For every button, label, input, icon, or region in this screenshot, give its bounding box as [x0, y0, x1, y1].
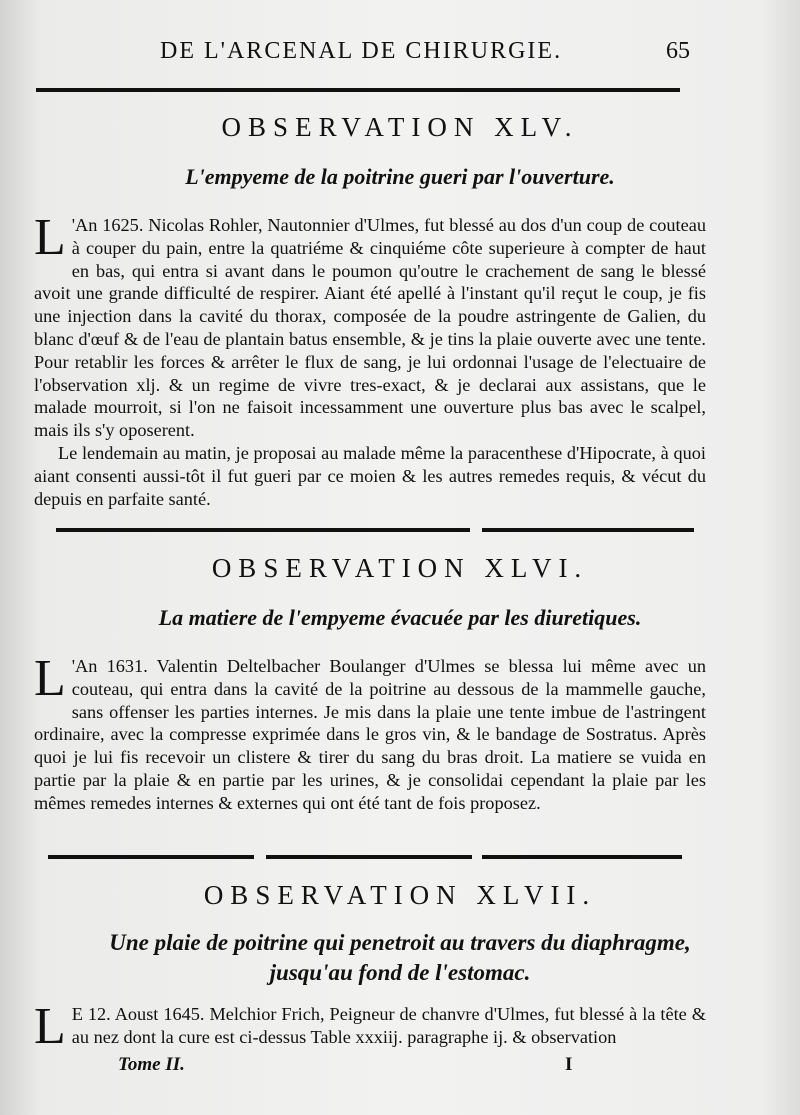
- running-head: [0, 38, 800, 68]
- drop-cap: L: [34, 650, 66, 707]
- paragraph: [34, 442, 706, 510]
- observation-heading: OBSERVATION XLVII.: [203, 880, 597, 910]
- section-rule: [56, 528, 470, 532]
- section-rule: [482, 855, 682, 859]
- paragraph: [34, 998, 706, 1055]
- paragraph-text: 'An 1625. Nicolas Rohler, Nautonnier d'Ulmes, fut blessé au dos d'un coup de couteau à couper du pain, entre la quatriéme & cinquiéme côte superieure à compter de haut en bas, qui entra si avant dans le poumon qu'outre le crachement de sang le blessé avoit une grande difficulté de respirer. Aiant été apellé à l'instant qu'il reçut le coup, je fis une injection dans la cavité du thorax, composée de la poudre astringente de Galien, du blanc d'œuf & de l'eau de plantain batus ensemble, & je tins la plaie ouverte avec une tente. Pour retablir les forces & arrêter le flux de sang, je lui ordonnai l'usage de l'electuaire de l'observation xlj. & un regime de vivre tres-exact, & je declarai aux assistans, que le malade mourroit, si l'on ne faisoit incessamment une ouverture plus bas avec le scalpel, mais ils s'y oposerent.: [34, 215, 706, 441]
- drop-cap: L: [34, 998, 66, 1055]
- paragraph: [34, 650, 706, 815]
- observation-body: [34, 998, 706, 1055]
- observation-subtitle: Une plaie de poitrine qui penetroit au travers du diaphragme,: [109, 930, 691, 955]
- volume-label: Tome II.: [118, 1054, 185, 1075]
- observation-subtitle-cont: jusqu'au fond de l'estomac.: [269, 960, 531, 985]
- signature-mark: I: [565, 1054, 573, 1075]
- observation-subtitle: La matiere de l'empyeme évacuée par les diuretiques.: [158, 605, 642, 630]
- header-rule: [36, 88, 680, 92]
- paragraph-text: Le lendemain au matin, je proposai au malade même la paracenthese d'Hipocrate, à quoi aiant consenti aussi-tôt il fut gueri par ce moien & les autres remedes requis, & vécut du depuis en parfaite santé.: [34, 442, 706, 509]
- observation-body: [34, 209, 706, 510]
- section-rule: [48, 855, 254, 859]
- page-footer: [0, 1054, 800, 1080]
- observation-body: [34, 650, 706, 815]
- running-title: DE L'ARCENAL DE CHIRURGIE.: [160, 38, 563, 64]
- paragraph-text: E 12. Aoust 1645. Melchior Frich, Peigneur de chanvre d'Ulmes, fut blessé à la tête & au nez dont la cure est ci-dessus Table xxxiij. paragraphe ij. & observation: [71, 1004, 706, 1047]
- page-number: 65: [666, 38, 690, 64]
- observation-subtitle: L'empyeme de la poitrine gueri par l'ouverture.: [185, 164, 615, 189]
- observation-heading: OBSERVATION XLV.: [221, 112, 579, 142]
- section-rule: [482, 528, 694, 532]
- observation-heading: OBSERVATION XLVI.: [211, 553, 589, 583]
- drop-cap: L: [34, 209, 66, 266]
- section-rule: [266, 855, 472, 859]
- paragraph: [34, 209, 706, 442]
- paragraph-text: 'An 1631. Valentin Deltelbacher Boulanger d'Ulmes se blessa lui même avec un couteau, qui entra dans la cavité de la poitrine au dessous de la mammelle gauche, sans offenser les parties internes. Je mis dans la plaie une tente imbue de l'astringent ordinaire, avec la compresse exprimée dans le gros vin, & le bandage de Sostratus. Après quoi je lui fis recevoir un clistere & tirer du sang du bras droit. La matiere se vuida en partie par la plaie & en partie par les urines, & je consolidai cependant la plaie par les mêmes remedes internes & externes qui ont été tant de fois proposez.: [34, 656, 706, 813]
